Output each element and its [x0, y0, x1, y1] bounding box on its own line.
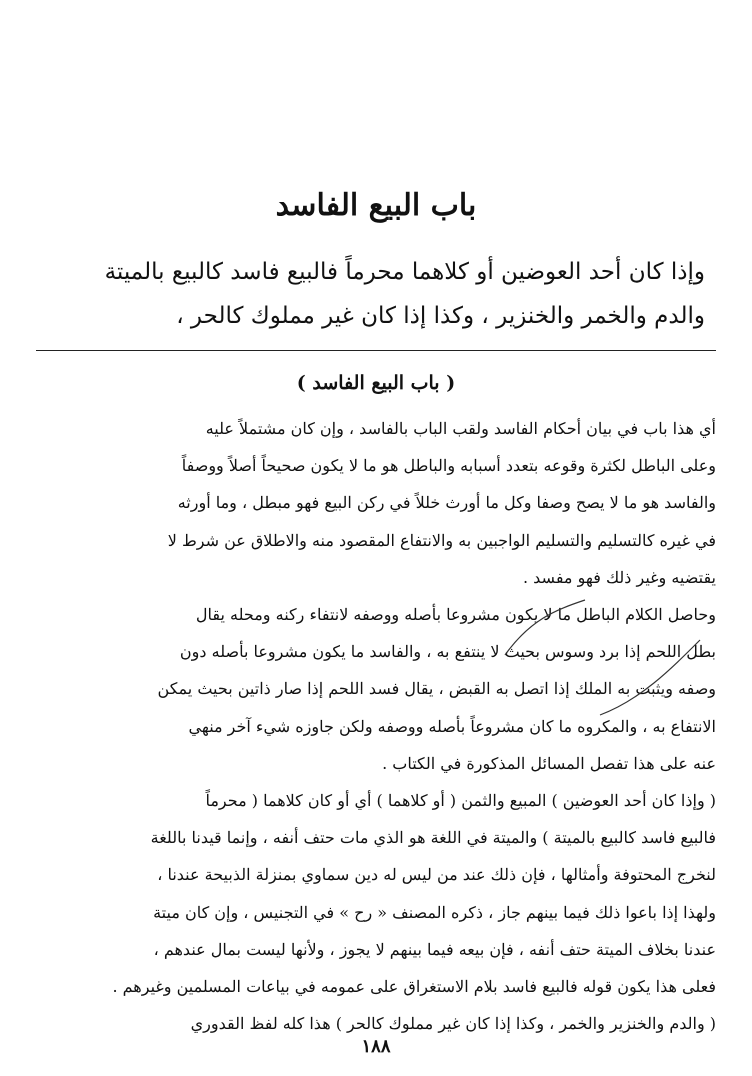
- commentary-title: ( باب البيع الفاسد ): [296, 372, 456, 394]
- commentary-line: فالبيع فاسد كالبيع بالميتة ) والميتة في اللغة هو الذي مات حتف أنفه ، وإنما قيدنا باللغة: [150, 828, 716, 848]
- commentary-text: [36, 410, 716, 1042]
- matn-line: وإذا كان أحد العوضين أو كلاهما محرماً فالبيع فاسد كالبيع بالميتة: [104, 259, 705, 285]
- commentary-line: لنخرج المحتوفة وأمثالها ، فإن ذلك عند من ليس له دين سماوي بمنزلة الذبيحة عندنا ،: [157, 865, 716, 885]
- commentary-line: ( والدم والخنزير والخمر ، وكذا إذا كان غير مملوك كالحر ) هذا كله لفظ القدوري: [190, 1014, 716, 1034]
- commentary-line: في غيره كالتسليم والتسليم الواجبين به والانتفاع المقصود منه والاطلاق عن شرط لا: [167, 530, 716, 550]
- page-number: ١٨٨: [361, 1036, 391, 1057]
- commentary-line: فعلى هذا يكون قوله فالبيع فاسد بلام الاستغراق على عمومه في بياعات المسلمين وغيرهم .: [112, 977, 716, 997]
- matn-text: [45, 250, 705, 338]
- commentary-line: أي هذا باب في بيان أحكام الفاسد ولقب الباب بالفاسد ، وإن كان مشتملاً عليه: [205, 419, 716, 438]
- commentary-line: يقتضيه وغير ذلك فهو مفسد .: [522, 567, 716, 587]
- commentary-line: والفاسد هو ما لا يصح وصفا وكل ما أورث خللاً في ركن البيع فهو مبطل ، وما أورثه: [177, 493, 716, 513]
- matn-line: والدم والخمر والخنزير ، وكذا إذا كان غير مملوك كالحر ،: [176, 303, 705, 329]
- commentary-line: وصفه ويثبت به الملك إذا اتصل به القبض ، يقال فسد اللحم إذا صار ذاتين بحيث يمكن: [157, 679, 716, 699]
- commentary-line: وعلى الباطل لكثرة وقوعه بتعدد أسبابه والباطل هو ما لا يكون صحيحاً أصلاً ووصفاً: [181, 456, 716, 476]
- commentary-line: بطل اللحم إذا برد وسوس بحيث لا ينتفع به ، والفاسد ما يكون مشروعا بأصله دون: [179, 642, 716, 662]
- commentary-line: ولهذا إذا باعوا ذلك فيما بينهم جاز ، ذكره المصنف « رح » في التجنيس ، وإن كان ميتة: [153, 902, 716, 922]
- commentary-line: وحاصل الكلام الباطل ما لا يكون مشروعا بأصله ووصفه لانتفاء ركنه ومحله يقال: [195, 605, 716, 625]
- section-divider: [36, 350, 716, 351]
- commentary-line: عندنا بخلاف الميتة حتف أنفه ، فإن بيعه فيما بينهم لا يجوز ، ولأنها ليست بمال عندهم ،: [153, 939, 716, 959]
- commentary-line: عنه على هذا تفصل المسائل المذكورة في الكتاب .: [382, 753, 716, 773]
- commentary-line: الانتفاع به ، والمكروه ما كان مشروعاً بأصله ووصفه ولكن جاوزه شيء آخر منهي: [188, 716, 716, 736]
- commentary-line: ( وإذا كان أحد العوضين ) المبيع والثمن ( أو كلاهما ) أي أو كان كلاهما ( محرماً: [205, 791, 716, 811]
- chapter-title: باب البيع الفاسد: [275, 188, 477, 223]
